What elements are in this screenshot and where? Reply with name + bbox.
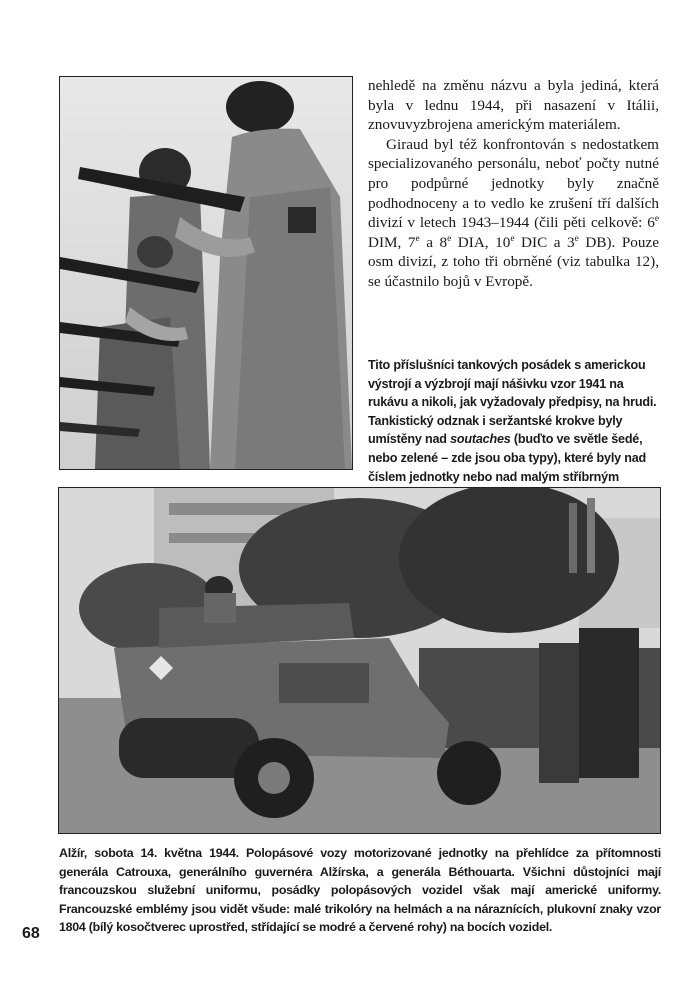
photo-halftrack-parade	[58, 487, 661, 834]
body-p2-part2: DIM, 7	[368, 233, 416, 251]
body-p2-part6: DB). Pouze osm divizí, z toho tři obrněné (viz tabulka 12), se účastnilo bojů v Evropě.	[368, 233, 659, 290]
caption-top-part1: Tito příslušníci tankových posádek s americkou výstrojí a výzbrojí mají nášivku vzor 1941 na rukávu a nikoli, jak vyžadovaly předpisy, na hrudi. Tankistický odznak i seržantské krokve byly umístěny nad	[368, 358, 657, 447]
photo-tank-crew	[59, 76, 353, 470]
body-paragraph-1: nehledě na změnu názvu a byla jediná, která byla v lednu 1944, při nasazení v Itálii, znovuvyzbrojena americkým materiálem.	[368, 77, 659, 134]
sup-e: e	[574, 233, 579, 244]
caption-top-part2: (buďto ve světle šedé, nebo zelené – zde jsou oba typy), které byly nad číslem jednotky nebo nad malým stříbrným	[368, 432, 647, 484]
caption-tank-crew	[368, 356, 660, 505]
sup-e: e	[654, 214, 659, 225]
page-number: 68	[22, 925, 40, 942]
body-p2-part5: DIC a 3	[514, 233, 575, 251]
body-p2-part4: DIA, 10	[451, 233, 511, 251]
caption-top-italic: soutaches	[450, 432, 511, 447]
body-p2-part3: a 8	[419, 233, 448, 251]
photo-tank-crew-image	[60, 77, 352, 469]
sup-e: e	[415, 233, 420, 244]
sup-e: e	[447, 233, 452, 244]
caption-halftrack-parade: Alžír, sobota 14. května 1944. Polopásové vozy motorizované jednotky na přehlídce za přítomnosti generála Catrouxa, generálního guvernéra Alžírska, a generála Béthouarta. Všichni důstojníci mají francouzskou služební uniformu, posádky polopásových vozidel však mají americké uniformy. Francouzské emblémy jsou vidět všude: malé trikolóry na helmách a na náraznících, plukovní znaky vzor 1804 (bílý kosočtverec uprostřed, střídající se modré a červené rohy) na bocích vozidel.	[59, 846, 661, 935]
photo-halftrack-parade-image	[59, 488, 660, 833]
sup-e: e	[510, 233, 515, 244]
body-p2-part1: Giraud byl též konfrontován s nedostatkem specializovaného personálu, neboť počty nutné pro podpůrné jednotky byly značně podhodnoceny a to vedlo ke zrušení tří dalších divizí v letech 1943–1944 (čili pěti celkově: 6	[368, 135, 659, 232]
body-text	[368, 76, 659, 292]
body-paragraph-2	[368, 135, 659, 292]
